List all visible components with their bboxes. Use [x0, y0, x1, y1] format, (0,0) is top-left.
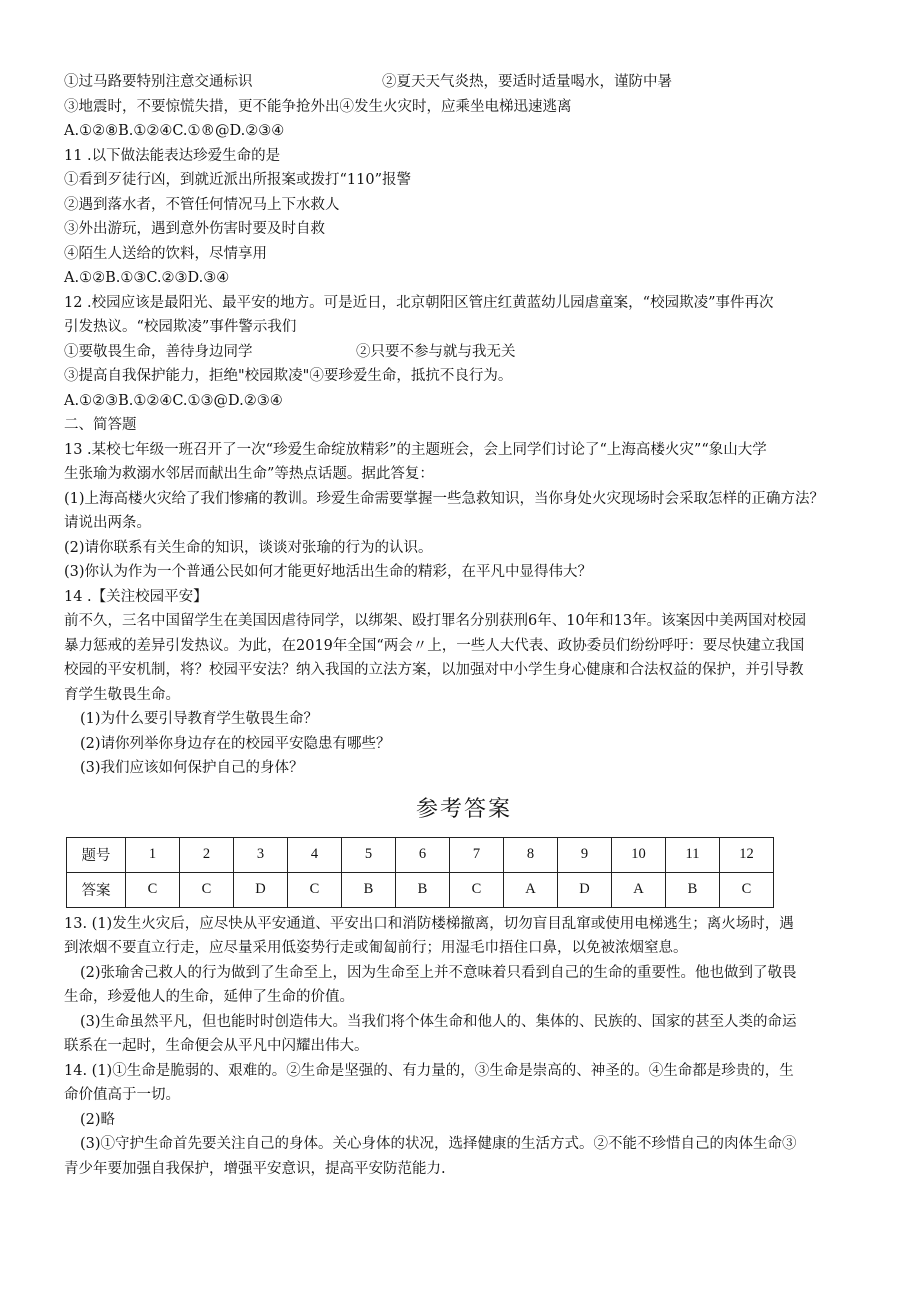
q11-item-3: ③外出游玩，遇到意外伤害时要及时自救 — [64, 221, 325, 237]
answer-letter-cell: C — [288, 872, 342, 907]
q12-stem-line2: 引发热议。“校园欺凌”事件警示我们 — [64, 319, 297, 335]
question-number-cell: 3 — [234, 837, 288, 872]
row-header-answer: 答案 — [67, 872, 126, 907]
q14-para-line3: 校园的平安机制，将？校园平安法？纳入我国的立法方案，以加强对中小学生身心健康和合法权益的保护，并引导教 — [64, 662, 804, 678]
answer-letter-cell: A — [504, 872, 558, 907]
q14-para-line4: 育学生敬畏生命。 — [64, 686, 180, 703]
q14-para-line2: 暴力惩戒的差异引发热议。为此，在2019年全国“两会〃上，一些人大代表、政协委员们纷纷呼吁：要尽快建立我国 — [64, 637, 805, 654]
q14-sub1: (1)为什么要引导教育学生敬畏生命？ — [80, 711, 319, 727]
answer-letter-cell: B — [666, 872, 720, 907]
q12-items-row1 — [64, 340, 864, 365]
q10-item-1: ①过马路要特别注意交通标识 — [64, 74, 253, 90]
q14-sub3: (3)我们应该如何保护自己的身体？ — [80, 760, 304, 776]
q13-sub1-line1: (1)上海高楼火灾给了我们惨痛的教训。珍爱生命需要掌握一些急救知识，当你身处火灾现场时会采取怎样的正确方法？ — [64, 490, 825, 507]
q10-items-row1 — [64, 70, 864, 95]
row-header-number: 题号 — [67, 837, 126, 872]
answer-table-row-numbers — [67, 837, 774, 872]
q13-sub3: (3)你认为作为一个普通公民如何才能更好地活出生命的精彩，在平凡中显得伟大？ — [64, 564, 593, 580]
a13-line5: (3)生命虽然平凡，但也能时时创造伟大。当我们将个体生命和他人的、集体的、民族的、国家的甚至人类的命运 — [80, 1013, 797, 1030]
document-page — [64, 70, 864, 1181]
q10-items-row2: ③地震时，不要惊慌失措，更不能争抢外出④发生火灾时，应乘坐电梯迅速逃离 — [64, 98, 572, 115]
q11-item-4: ④陌生人送给的饮料，尽情享用 — [64, 245, 267, 262]
answer-letter-cell: C — [180, 872, 234, 907]
a13-line4: 生命，珍爱他人的生命，延伸了生命的价值。 — [64, 989, 354, 1005]
answer-letter-cell: A — [612, 872, 666, 907]
a14-line3: (2)略 — [80, 1111, 116, 1128]
question-number-cell: 1 — [126, 837, 180, 872]
answer-letter-cell: C — [450, 872, 504, 907]
q10-options: A.①②⑧B.①②④C.①®@D.②③④ — [64, 123, 285, 139]
a13-line6: 联系在一起时，生命便会从平凡中闪耀出伟大。 — [64, 1038, 369, 1054]
answer-letter-cell: D — [234, 872, 288, 907]
q12-item-1: ①要敬畏生命，善待身边同学 — [64, 343, 253, 360]
question-number-cell: 2 — [180, 837, 234, 872]
answer-letter-cell: C — [126, 872, 180, 907]
q13-stem-line2: 生张瑜为救溺水邻居而献出生命”等热点话题。据此答复： — [64, 466, 434, 482]
a14-line2: 命价值高于一切。 — [64, 1087, 180, 1103]
question-number-cell: 12 — [720, 837, 774, 872]
question-number-cell: 6 — [396, 837, 450, 872]
answer-table-row-letters — [67, 872, 774, 907]
a14-line1: 14. (1)①生命是脆弱的、艰难的。②生命是坚强的、有力量的，③生命是崇高的、神圣的。④生命都是珍贵的，生 — [64, 1062, 794, 1079]
question-number-cell: 8 — [504, 837, 558, 872]
q14-heading: 14 .【关注校园平安】 — [64, 588, 208, 605]
answer-letter-cell: B — [342, 872, 396, 907]
question-number-cell: 7 — [450, 837, 504, 872]
q13-stem-line1: 13 .某校七年级一班召开了一次“珍爱生命绽放精彩”的主题班会，会上同学们讨论了“上海高楼火灾”“象山大学 — [64, 441, 767, 458]
q14-para-line1: 前不久，三名中国留学生在美国因虐待同学，以绑架、殴打罪名分别获刑6年、10年和13年。该案因中美两国对校园 — [64, 613, 807, 629]
a13-line1: 13. (1)发生火灾后，应尽快从平安通道、平安出口和消防楼梯撤离，切勿盲目乱窜或使用电梯逃生；离火场时，遇 — [64, 915, 794, 932]
a14-line5: 青少年要加强自我保护，增强平安意识，提高平安防范能力. — [64, 1160, 446, 1177]
q12-items-row2: ③提高自我保护能力，拒绝"校园欺凌"④要珍爱生命，抵抗不良行为。 — [64, 368, 513, 384]
answers-title: 参考答案 — [415, 796, 512, 822]
q13-sub2: (2)请你联系有关生命的知识，谈谈对张瑜的行为的认识。 — [64, 539, 433, 556]
a14-line4: (3)①守护生命首先要关注自己的身体。关心身体的状况，选择健康的生活方式。②不能不珍惜自己的肉体生命③ — [80, 1136, 797, 1152]
q13-sub1-line2: 请说出两条。 — [64, 515, 151, 531]
answer-letter-cell: D — [558, 872, 612, 907]
q10-item-2: ②夏天天气炎热，要适时适量喝水，谨防中暑 — [382, 74, 672, 90]
answer-letter-cell: C — [720, 872, 774, 907]
question-number-cell: 5 — [342, 837, 396, 872]
section-heading: 二、简答题 — [64, 417, 137, 433]
answer-table — [66, 837, 774, 908]
q14-sub2: (2)请你列举你身边存在的校园平安隐患有哪些？ — [80, 735, 391, 752]
q11-item-2: ②遇到落水者，不管任何情况马上下水救人 — [64, 196, 340, 213]
q11-options: A.①②B.①③C.②③D.③④ — [64, 270, 230, 286]
q12-stem-line1: 12 .校园应该是最阳光、最平安的地方。可是近日，北京朝阳区管庄红黄蓝幼儿园虐童案，“校园欺凌”事件再次 — [64, 294, 774, 311]
a13-line3: (2)张瑜舍己救人的行为做到了生命至上，因为生命至上并不意味着只看到自己的生命的重要性。他也做到了敬畏 — [80, 964, 797, 981]
question-number-cell: 11 — [666, 837, 720, 872]
question-number-cell: 9 — [558, 837, 612, 872]
question-number-cell: 10 — [612, 837, 666, 872]
q12-options: A.①②③B.①②④C.①③@D.②③④ — [64, 392, 283, 409]
q11-stem: 11 .以下做法能表达珍爱生命的是 — [64, 147, 281, 164]
answer-letter-cell: B — [396, 872, 450, 907]
q12-item-2: ②只要不参与就与我无关 — [356, 343, 516, 360]
a13-line2: 到浓烟不要直立行走，应尽量采用低姿势行走或匍匐前行；用湿毛巾捂住口鼻，以免被浓烟窒息。 — [64, 940, 688, 956]
question-number-cell: 4 — [288, 837, 342, 872]
q11-item-1: ①看到歹徒行凶，到就近派出所报案或拨打“110”报警 — [64, 172, 411, 188]
